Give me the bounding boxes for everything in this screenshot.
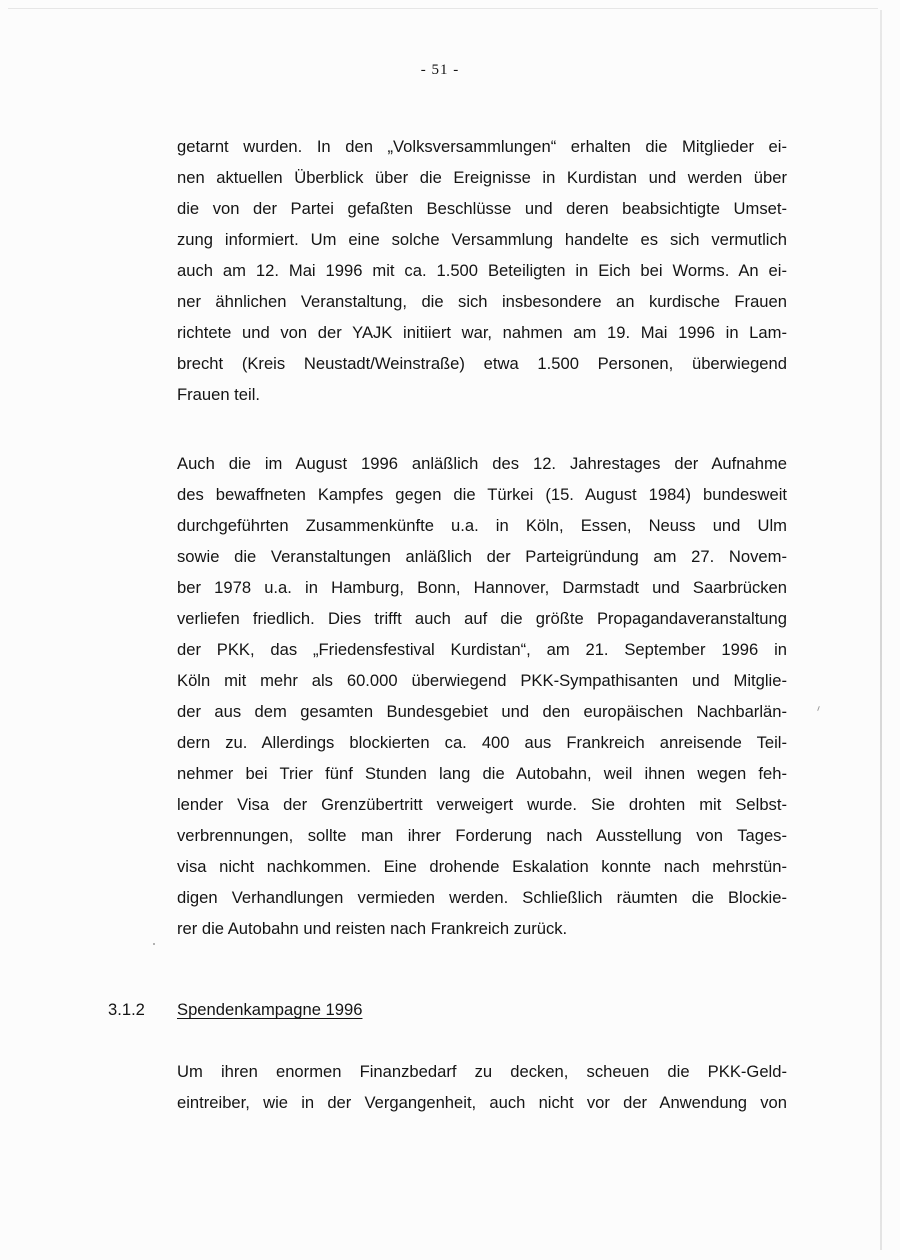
text-line: verbrennungen, sollte man ihrer Forderung nach Ausstellung von Tages- bbox=[177, 826, 787, 845]
scan-speck bbox=[153, 943, 155, 945]
text-line: lender Visa der Grenzübertritt verweigert wurde. Sie drohten mit Selbst- bbox=[177, 795, 787, 814]
text-line: dern zu. Allerdings blockierten ca. 400 aus Frankreich anreisende Teil- bbox=[177, 733, 787, 752]
text-line: der PKK, das „Friedensfestival Kurdistan“, am 21. September 1996 in bbox=[177, 640, 787, 659]
text-line: Frauen teil. bbox=[177, 385, 261, 404]
text-line: brecht (Kreis Neustadt/Weinstraße) etwa 1.500 Personen, überwiegend bbox=[177, 354, 787, 373]
text-line: die von der Partei gefaßten Beschlüsse und deren beabsichtigte Umset- bbox=[177, 199, 787, 218]
text-line: des bewaffneten Kampfes gegen die Türkei (15. August 1984) bundesweit bbox=[177, 485, 787, 504]
text-line: der aus dem gesamten Bundesgebiet und den europäischen Nachbarlän- bbox=[177, 702, 787, 721]
text-line: zung informiert. Um eine solche Versammlung handelte es sich vermutlich bbox=[177, 230, 787, 249]
text-line: Auch die im August 1996 anläßlich des 12. Jahrestages der Aufnahme bbox=[177, 454, 787, 473]
text-line: getarnt wurden. In den „Volksversammlungen“ erhalten die Mitglieder ei- bbox=[177, 137, 787, 156]
text-line: sowie die Veranstaltungen anläßlich der Parteigründung am 27. Novem- bbox=[177, 547, 787, 566]
page-number: - 51 - bbox=[420, 62, 460, 78]
text-line: auch am 12. Mai 1996 mit ca. 1.500 Beteiligten in Eich bei Worms. An ei- bbox=[177, 261, 787, 280]
text-line: verliefen friedlich. Dies trifft auch auf die größte Propagandaveranstaltung bbox=[177, 609, 787, 628]
scan-edge-right bbox=[880, 10, 882, 1250]
text-line: digen Verhandlungen vermieden werden. Schließlich räumten die Blockie- bbox=[177, 888, 787, 907]
paragraph bbox=[177, 131, 787, 410]
text-line: Um ihren enormen Finanzbedarf zu decken, scheuen die PKK-Geld- bbox=[177, 1062, 787, 1081]
text-line: Köln mit mehr als 60.000 überwiegend PKK-Sympathisanten und Mitglie- bbox=[177, 671, 787, 690]
scan-edge-top bbox=[8, 8, 878, 9]
text-line: richtete und von der YAJK initiiert war, nahmen am 19. Mai 1996 in Lam- bbox=[177, 323, 787, 342]
text-line: ber 1978 u.a. in Hamburg, Bonn, Hannover, Darmstadt und Saarbrücken bbox=[177, 578, 787, 597]
paragraph bbox=[177, 1056, 787, 1118]
section-title: Spendenkampagne 1996 bbox=[177, 1000, 363, 1019]
text-line: visa nicht nachkommen. Eine drohende Eskalation konnte nach mehrstün- bbox=[177, 857, 787, 876]
scan-speck bbox=[817, 706, 820, 711]
text-line: durchgeführten Zusammenkünfte u.a. in Köln, Essen, Neuss und Ulm bbox=[177, 516, 787, 535]
section-number: 3.1.2 bbox=[108, 1000, 145, 1019]
text-line: eintreiber, wie in der Vergangenheit, auch nicht vor der Anwendung von bbox=[177, 1093, 787, 1112]
text-line: ner ähnlichen Veranstaltung, die sich insbesondere an kurdische Frauen bbox=[177, 292, 787, 311]
paragraph bbox=[177, 448, 787, 944]
text-line: nehmer bei Trier fünf Stunden lang die Autobahn, weil ihnen wegen feh- bbox=[177, 764, 787, 783]
text-line: rer die Autobahn und reisten nach Frankreich zurück. bbox=[177, 919, 568, 938]
text-line: nen aktuellen Überblick über die Ereignisse in Kurdistan und werden über bbox=[177, 168, 787, 187]
